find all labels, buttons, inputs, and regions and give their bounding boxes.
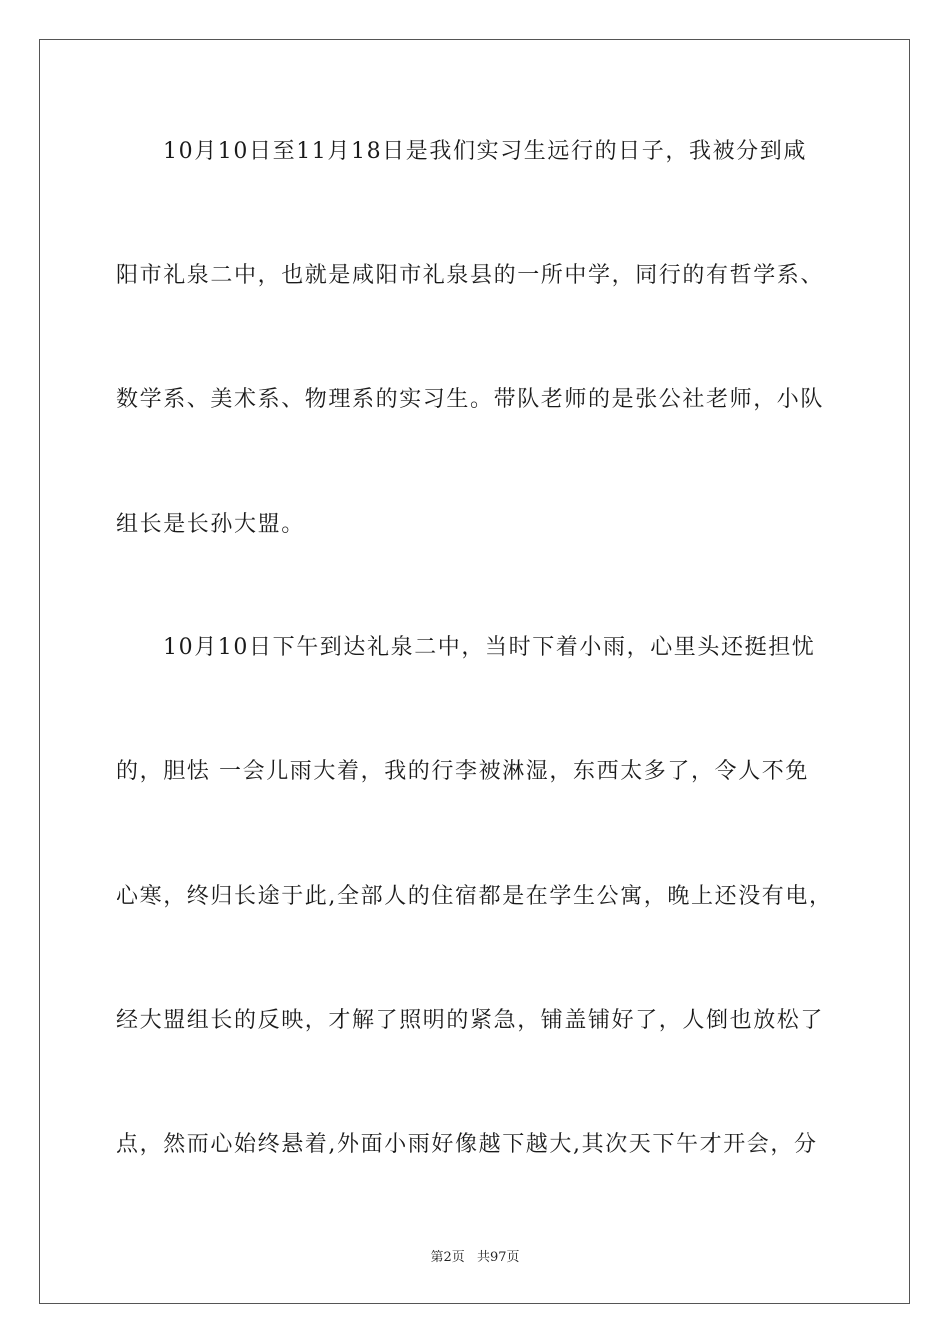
paragraph-1-line-4: 组长是长孙大盟。 [116, 512, 305, 537]
paragraph-2-line-2: 的，胆怯 一会儿雨大着，我的行李被淋湿，东西太多了，令人不免 [116, 759, 809, 784]
paragraph-1-line-1: 10月10日至11月18日是我们实习生远行的日子，我被分到咸 [163, 139, 807, 164]
paragraph-1-line-3: 数学系、美术系、物理系的实习生。带队老师的是张公社老师，小队 [116, 387, 825, 412]
page-footer [0, 1246, 950, 1265]
paragraph-1-line-2: 阳市礼泉二中，也就是咸阳市礼泉县的一所中学，同行的有哲学系、 [116, 263, 825, 288]
paragraph-2-line-1: 10月10日下午到达礼泉二中，当时下着小雨，心里头还挺担忧 [163, 635, 816, 660]
paragraph-2-line-5: 点，然而心始终悬着,外面小雨好像越下越大,其次天下午才开会，分 [116, 1132, 818, 1157]
paragraph-2-line-3: 心寒，终归长途于此,全部人的住宿都是在学生公寓，晚上还没有电， [116, 884, 833, 909]
page-total: 共97页 [476, 1250, 520, 1265]
paragraph-2-line-4: 经大盟组长的反映，才解了照明的紧急，铺盖铺好了，人倒也放松了 [116, 1008, 825, 1033]
page-border [39, 39, 910, 1304]
page-number: 第2页 [430, 1250, 465, 1265]
